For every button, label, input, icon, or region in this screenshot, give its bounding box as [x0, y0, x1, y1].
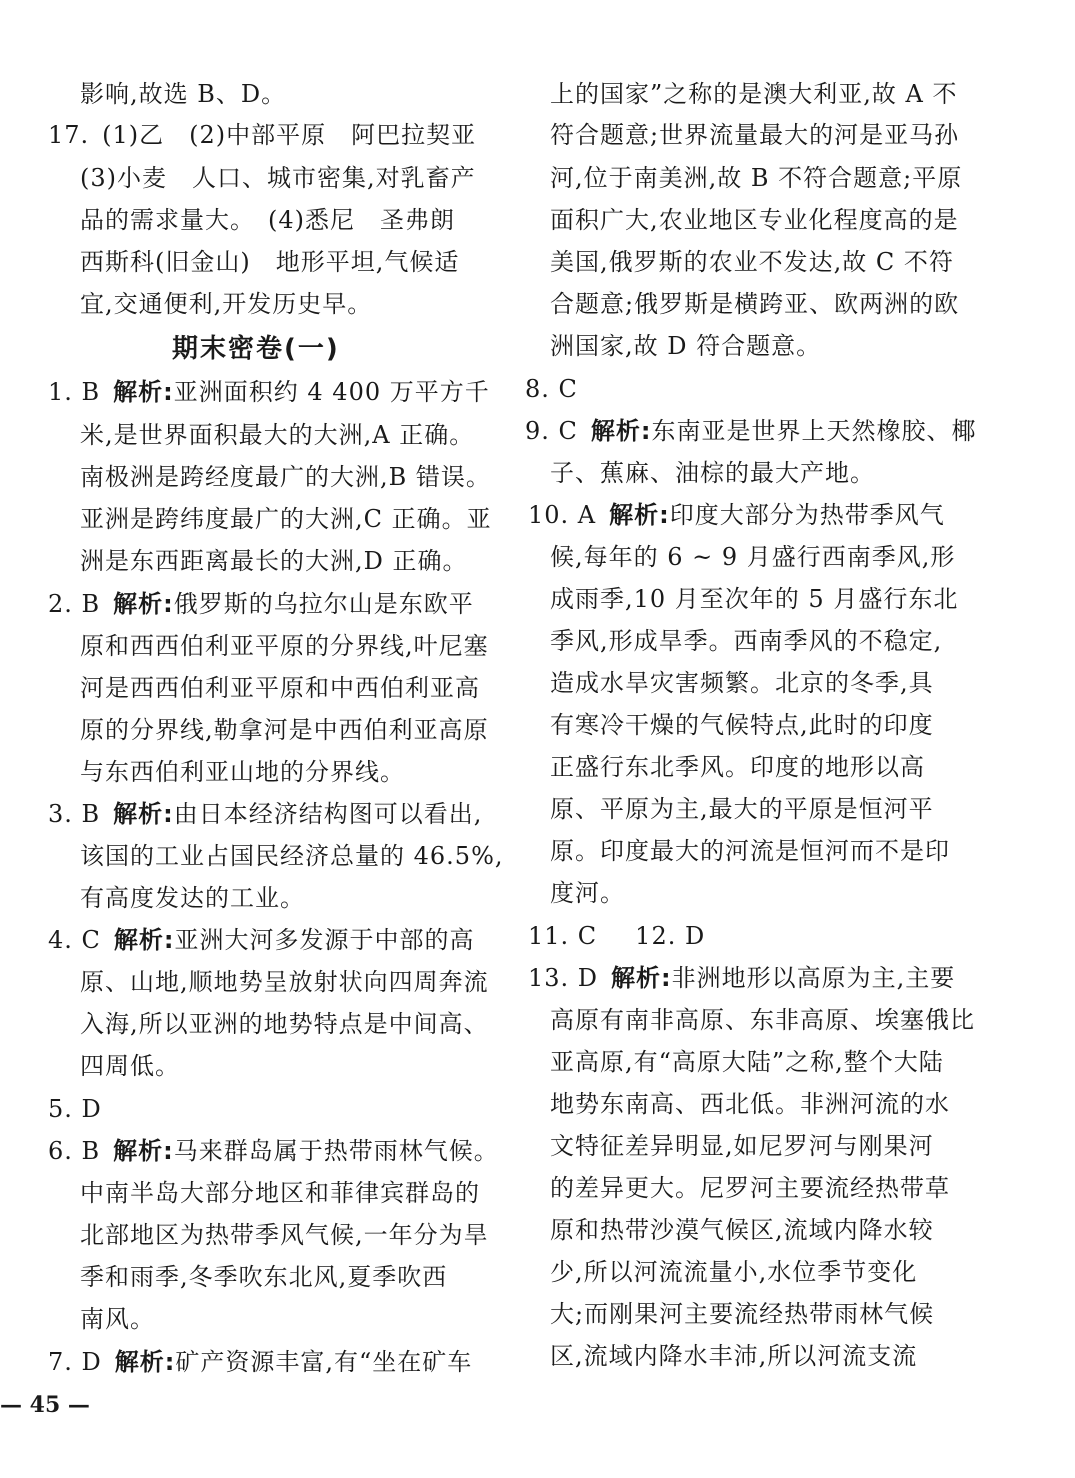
answer-text: 候,每年的 6 ~ 9 月盛行西南季风,形	[550, 543, 956, 571]
answer-text: 西斯科(旧金山) 地形平坦,气候适	[80, 248, 460, 276]
answer-text: 由日本经济结构图可以看出,	[173, 800, 483, 828]
answer-item	[48, 1350, 472, 1374]
answer-text-line	[80, 970, 489, 994]
answer-text-line	[550, 629, 942, 653]
answer-text-line	[550, 1260, 917, 1284]
answer-text: 区,流域内降水丰沛,所以河流支流	[550, 1342, 918, 1370]
analysis-label: 解析:	[113, 800, 174, 828]
answer-text: 大;而刚果河主要流经热带雨林气候	[550, 1300, 935, 1328]
answer-text: 四周低。	[80, 1052, 180, 1080]
answer-text-line	[550, 292, 959, 316]
answer-text: 南极洲是跨经度最广的大洲,B 错误。	[80, 463, 491, 491]
answer-text: 洲是东西距离最长的大洲,D 正确。	[80, 547, 468, 575]
answer-item	[48, 123, 476, 147]
answer-text: 地势东南高、西北低。非洲河流的水	[550, 1090, 950, 1118]
answer-number: 3. B	[48, 800, 101, 828]
answer-number: 6. B	[48, 1137, 101, 1165]
answer-number: 17.	[48, 121, 90, 149]
answer-text-line	[550, 334, 821, 358]
answer-text: 非洲地形以高原为主,主要	[671, 964, 956, 992]
answer-item	[48, 802, 482, 826]
answer-text: 季风,形成旱季。西南季风的不稳定,	[550, 627, 943, 655]
answer-text-line	[80, 634, 489, 658]
answer-text-line	[550, 587, 958, 611]
answer-text-line	[550, 755, 925, 779]
answer-text-line	[80, 760, 405, 784]
answer-item	[525, 419, 977, 443]
answer-item	[48, 380, 490, 404]
answer-text-line	[80, 844, 504, 868]
answer-text-line	[80, 292, 372, 316]
answer-text-line	[550, 839, 950, 863]
answer-text: 品的需求量大。 (4)悉尼 圣弗朗	[80, 206, 455, 234]
answer-text-line	[550, 1344, 917, 1368]
answer-text: 与东西伯利亚山地的分界线。	[80, 758, 405, 786]
answer-text-line	[80, 507, 492, 531]
answer-text: 成雨季,10 月至次年的 5 月盛行东北	[550, 585, 959, 613]
answer-text-line	[550, 166, 962, 190]
answer-text-line	[80, 1223, 489, 1247]
answer-text: 文特征差异明显,如尼罗河与刚果河	[550, 1132, 934, 1160]
analysis-label: 解析:	[113, 1137, 174, 1165]
answer-text: 河,位于南美洲,故 B 不符合题意;平原	[550, 164, 963, 192]
answer-text: 子、蕉麻、油棕的最大产地。	[550, 459, 875, 487]
answer-text-line	[550, 123, 959, 147]
analysis-label: 解析:	[609, 501, 670, 529]
answer-number: 5. D	[48, 1095, 102, 1123]
answer-text-line	[550, 250, 954, 274]
answer-text-line	[80, 465, 491, 489]
analysis-label: 解析:	[114, 1348, 176, 1376]
answer-text: 原、平原为主,最大的平原是恒河平	[550, 795, 934, 823]
section-title: 期末密卷(一)	[172, 334, 340, 364]
answer-text: 美国,俄罗斯的农业不发达,故 C 不符	[550, 248, 954, 276]
answer-text: 符合题意;世界流量最大的河是亚马孙	[550, 121, 960, 149]
answer-text-line	[80, 208, 455, 232]
answer-text-line	[80, 250, 459, 274]
answer-text: 亚洲是跨纬度最广的大洲,C 正确。亚	[80, 505, 492, 533]
answer-text: 合题意;俄罗斯是横跨亚、欧两洲的欧	[550, 290, 960, 318]
answer-text-line	[80, 1307, 155, 1331]
answer-text: (1)乙 (2)中部平原 阿巴拉契亚	[102, 121, 477, 149]
answer-text: 亚洲大河多发源于中部的高	[174, 926, 475, 954]
analysis-label: 解析:	[590, 417, 652, 445]
answer-item	[528, 924, 705, 948]
analysis-label: 解析:	[113, 926, 175, 954]
answer-text-line	[550, 881, 625, 905]
answer-text: 面积广大,农业地区专业化程度高的是	[550, 206, 959, 234]
answer-text: 12. D	[610, 922, 706, 950]
answer-text: 入海,所以亚洲的地势特点是中间高、	[80, 1010, 489, 1038]
answer-text: 正盛行东北季风。印度的地形以高	[550, 753, 925, 781]
answer-text: 马来群岛属于热带雨林气候。	[173, 1137, 499, 1165]
answer-number: 10. A	[528, 501, 597, 529]
answer-text-line	[80, 82, 286, 106]
answer-text: 度河。	[550, 879, 625, 907]
answer-text-line	[80, 1181, 480, 1205]
answer-text: 洲国家,故 D 符合题意。	[550, 332, 822, 360]
answer-text-line	[80, 166, 476, 190]
answer-number: 11. C	[528, 922, 598, 950]
answer-text: 亚高原,有“高原大陆”之称,整个大陆	[550, 1048, 944, 1076]
answer-text: 河是西西伯利亚平原和中西伯利亚高	[80, 674, 480, 702]
answer-text: 原和西西伯利亚平原的分界线,叶尼塞	[80, 632, 489, 660]
answer-text: 高原有南非高原、东非高原、埃塞俄比	[550, 1006, 975, 1034]
answer-text: 南风。	[80, 1305, 155, 1333]
answer-text-line	[550, 797, 934, 821]
page-number: — 45 —	[0, 1392, 90, 1418]
answer-number: 13. D	[528, 964, 599, 992]
answer-text: 该国的工业占国民经济总量的 46.5%,	[80, 842, 504, 870]
answer-text: 影响,故选 B、D。	[80, 80, 287, 108]
answer-text-line	[550, 1134, 934, 1158]
answer-text-line	[80, 1054, 180, 1078]
answer-item	[48, 1097, 102, 1121]
answer-text: 原。印度最大的河流是恒河而不是印	[550, 837, 950, 865]
answer-text: 宜,交通便利,开发历史早。	[80, 290, 373, 318]
answer-item	[528, 966, 955, 990]
answer-text: 东南亚是世界上天然橡胶、椰	[651, 417, 977, 445]
answer-number: 7. D	[48, 1348, 102, 1376]
answer-number: 2. B	[48, 590, 101, 618]
answer-text: 的差异更大。尼罗河主要流经热带草	[550, 1174, 950, 1202]
answer-text-line	[550, 208, 959, 232]
answer-item	[48, 928, 475, 952]
answer-text-line	[80, 676, 480, 700]
answer-text-line	[550, 1092, 950, 1116]
answer-text-line	[550, 1302, 934, 1326]
answer-text-line	[550, 713, 934, 737]
answer-text: 少,所以河流流量小,水位季节变化	[550, 1258, 918, 1286]
answer-text: 造成水旱灾害频繁。北京的冬季,具	[550, 669, 934, 697]
answer-text-line	[80, 423, 474, 447]
analysis-label: 解析:	[611, 964, 672, 992]
analysis-label: 解析:	[113, 590, 174, 618]
answer-text-line	[80, 1265, 447, 1289]
analysis-label: 解析:	[113, 378, 174, 406]
answer-text: 原的分界线,勒拿河是中西伯利亚高原	[80, 716, 489, 744]
answer-text-line	[550, 1050, 944, 1074]
answer-text: 米,是世界面积最大的大洲,A 正确。	[80, 421, 475, 449]
answer-text: 原、山地,顺地势呈放射状向四周奔流	[80, 968, 489, 996]
answer-text-line	[80, 549, 468, 573]
answer-text: 有寒冷干燥的气候特点,此时的印度	[550, 711, 934, 739]
answer-text-line	[550, 461, 875, 485]
answer-number: 1. B	[48, 378, 101, 406]
answer-text: 季和雨季,冬季吹东北风,夏季吹西	[80, 1263, 448, 1291]
answer-text-line	[550, 82, 958, 106]
answer-text-line	[550, 1176, 950, 1200]
answer-item	[48, 1139, 499, 1163]
answer-text-line	[80, 718, 489, 742]
answer-text: 原和热带沙漠气候区,流域内降水较	[550, 1216, 934, 1244]
answer-text-line	[550, 1008, 975, 1032]
answer-text-line	[550, 671, 934, 695]
answer-text: 矿产资源丰富,有“坐在矿车	[175, 1348, 473, 1376]
answer-text-line	[550, 545, 955, 569]
answer-item	[525, 377, 578, 401]
answer-text: 俄罗斯的乌拉尔山是东欧平	[173, 590, 474, 618]
answer-text-line	[80, 1012, 489, 1036]
answer-item	[48, 592, 474, 616]
answer-text-line	[550, 1218, 934, 1242]
answer-text: 北部地区为热带季风气候,一年分为旱	[80, 1221, 489, 1249]
answer-text: 亚洲面积约 4 400 万平方千	[173, 378, 490, 406]
answer-text: (3)小麦 人口、城市密集,对乳畜产	[80, 164, 476, 192]
answer-number: 4. C	[48, 926, 101, 954]
answer-item	[528, 503, 945, 527]
answer-text: 有高度发达的工业。	[80, 884, 305, 912]
answer-text: 上的国家”之称的是澳大利亚,故 A 不	[550, 80, 958, 108]
answer-text: 中南半岛大部分地区和菲律宾群岛的	[80, 1179, 480, 1207]
answer-number: 9. C	[525, 417, 578, 445]
answer-text: 印度大部分为热带季风气	[669, 501, 945, 529]
answer-number: 8. C	[525, 375, 578, 403]
answer-text-line	[80, 886, 305, 910]
